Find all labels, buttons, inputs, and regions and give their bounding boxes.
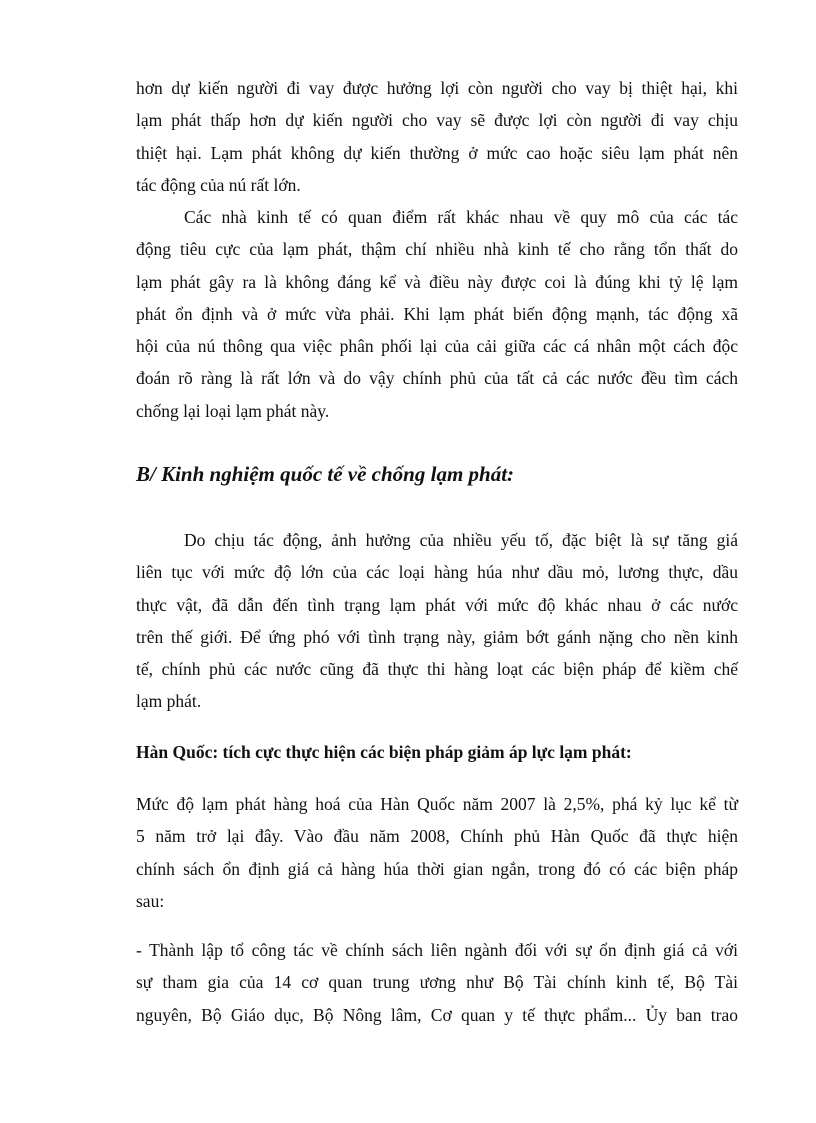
korea-subheading: Hàn Quốc: tích cực thực hiện các biện pháp giảm áp lực lạm phát:: [136, 742, 632, 762]
paragraph-1-line: lạm phát thấp hơn dự kiến người cho vay sẽ được lợi còn người đi vay chịu: [136, 110, 738, 130]
paragraph-4-line: 5 năm trở lại đây. Vào đầu năm 2008, Chính phủ Hàn Quốc đã thực hiện: [136, 826, 738, 846]
section-heading: B/ Kinh nghiệm quốc tế về chống lạm phát:: [136, 462, 515, 486]
paragraph-3-line: thực vật, đã dẫn đến tình trạng lạm phát với mức độ khác nhau ở các nước: [136, 595, 738, 615]
paragraph-2-line: đoán rõ ràng là rất lớn và do vậy chính phủ của tất cả các nước đều tìm cách: [136, 368, 738, 388]
paragraph-4-line: sau:: [136, 891, 165, 911]
paragraph-2-line: lạm phát gây ra là không đáng kể và điều này được coi là đúng khi tỷ lệ lạm: [136, 272, 738, 292]
paragraph-1-line: thiệt hại. Lạm phát không dự kiến thường ở mức cao hoặc siêu lạm phát nên: [136, 143, 738, 163]
paragraph-3-line: Do chịu tác động, ảnh hưởng của nhiều yếu tố, đặc biệt là sự tăng giá: [184, 530, 738, 550]
paragraph-5-line: sự tham gia của 14 cơ quan trung ương như Bộ Tài chính kinh tế, Bộ Tài: [136, 972, 738, 992]
paragraph-4-line: Mức độ lạm phát hàng hoá của Hàn Quốc năm 2007 là 2,5%, phá kỷ lục kể từ: [136, 794, 738, 814]
paragraph-3-line: lạm phát.: [136, 691, 202, 711]
paragraph-1-line: hơn dự kiến người đi vay được hưởng lợi còn người cho vay bị thiệt hại, khi: [136, 78, 738, 98]
paragraph-3-line: liên tục với mức độ lớn của các loại hàng húa như dầu mỏ, lương thực, dầu: [136, 562, 738, 582]
paragraph-4-line: chính sách ổn định giá cả hàng húa thời gian ngắn, trong đó có các biện pháp: [136, 859, 738, 879]
paragraph-1-line: tác động của nú rất lớn.: [136, 175, 301, 195]
paragraph-5-line: nguyên, Bộ Giáo dục, Bộ Nông lâm, Cơ quan y tế thực phẩm... Ủy ban trao: [136, 1005, 738, 1025]
paragraph-2-line: phát ổn định và ở mức vừa phải. Khi lạm phát biến động mạnh, tác động xã: [136, 304, 738, 324]
paragraph-3-line: trên thế giới. Để ứng phó với tình trạng này, giảm bớt gánh nặng cho nền kinh: [136, 627, 738, 647]
paragraph-2-line: chống lại loại lạm phát này.: [136, 401, 330, 421]
paragraph-2-line: Các nhà kinh tế có quan điểm rất khác nhau về quy mô của các tác: [184, 207, 738, 227]
paragraph-2-line: hội của nú thông qua việc phân phối lại của cải giữa các cá nhân một cách độc: [136, 336, 738, 356]
paragraph-3-line: tế, chính phủ các nước cũng đã thực thi hàng loạt các biện pháp để kiềm chế: [136, 659, 738, 679]
paragraph-2-line: động tiêu cực của lạm phát, thậm chí nhiều nhà kinh tế cho rằng tổn thất do: [136, 239, 738, 259]
paragraph-5-line: - Thành lập tổ công tác về chính sách liên ngành đối với sự ổn định giá cả với: [136, 940, 738, 960]
